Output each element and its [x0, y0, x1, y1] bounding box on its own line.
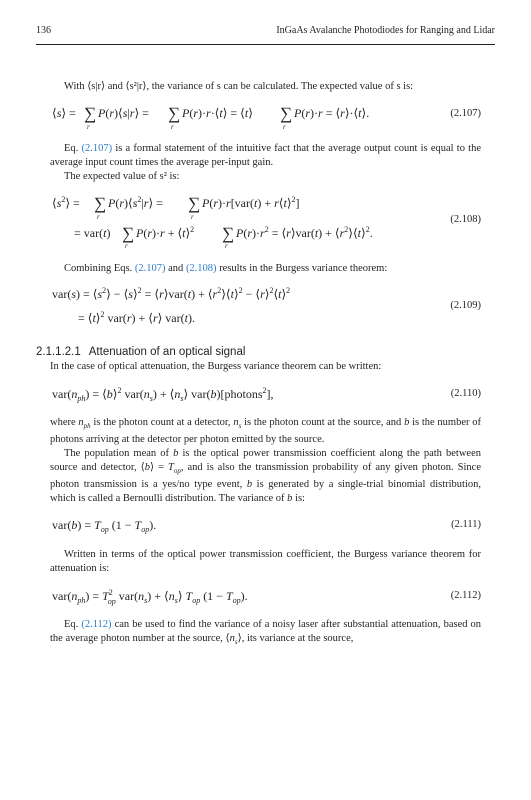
svg-text:r: r	[97, 213, 100, 221]
svg-text:P(r)·r2 = ⟨r⟩var(t) + ⟨r2⟩⟨t⟩2: $P(r)\cdot r^2$ = ⟨r⟩var(t) + $⟨r^2⟩⟨t⟩^2$.	[236, 225, 373, 240]
equation-number-2-110: (2.110)	[450, 388, 481, 399]
equation-number-2-107: (2.107)	[450, 108, 481, 119]
svg-text:= var(t): = var(t)	[74, 226, 111, 240]
equation-2-107-formula	[50, 102, 410, 130]
svg-text:var(s) = ⟨s2⟩ − ⟨s⟩2 = ⟨r⟩var(: $var(s) = ⟨s^2⟩$ − ⟨s⟩$^2$ = ⟨r⟩var(t) + $⟨r^2⟩⟨t⟩^2$ − ⟨r⟩$^2$⟨t⟩$^2$	[52, 286, 291, 301]
svg-text:∑: ∑	[84, 104, 97, 123]
equation-number-2-108: (2.108)	[450, 214, 481, 225]
svg-text:⟨s2⟩ =: $⟨s^2⟩$ =	[52, 195, 80, 210]
equation-number-2-111: (2.111)	[451, 519, 481, 531]
equation-link-2-107[interactable]: (2.107)	[81, 143, 113, 154]
paragraph-2: Eq. (2.107) is a formal statement of the intuitive fact that the average output count is equal to the average input count times the average per-input gain.	[50, 143, 481, 168]
svg-text:= ⟨t⟩2 var(r) + ⟨r⟩ var(t).: = ⟨t⟩$^2$ var(r) + ⟨r⟩ var(t).	[78, 310, 195, 325]
page-body	[36, 80, 482, 649]
section-number: 2.1.1.2.1	[36, 346, 81, 358]
equation-number-2-112: (2.112)	[450, 590, 481, 602]
paragraph-7: The population mean of b is the optical power transmission coefficient along the path between source and detector, ⟨b⟩ = $T_{op}$, and is also the transmission probability of any given photon. Since photon transmission is a yes/no type event, b is generated by a single-trial binomial distribution, which is called a Bernoulli distribution. The variance of b is:	[50, 448, 482, 505]
svg-text:∑: ∑	[222, 224, 235, 243]
svg-text:P(r)⟨s2|r⟩ =: $P(r)⟨s^2|r⟩$ =	[108, 195, 163, 210]
equation-2-112-formula	[50, 584, 410, 608]
svg-text:P(r)·r[var(t) + r⟨t⟩2]: P(r)·r[var(t) + r⟨t⟩$^2$]	[202, 195, 300, 210]
equation-link-2-107[interactable]: (2.107)	[134, 263, 166, 274]
svg-text:∑: ∑	[168, 104, 181, 123]
svg-text:r: r	[191, 213, 194, 221]
running-title: InGaAs Avalanche Photodiodes for Ranging and Lidar	[276, 25, 495, 36]
svg-text:∑: ∑	[280, 104, 293, 123]
svg-text:var(b) = Top (1 − Top).: $var(b) = T_{op}$ $(1 - T_{op})$.	[52, 518, 157, 535]
section-title: Attenuation of an optical signal	[88, 346, 246, 358]
header-rule	[36, 44, 495, 45]
svg-text:∑: ∑	[94, 194, 107, 213]
equation-2-109	[50, 284, 481, 328]
svg-text:r: r	[283, 123, 286, 131]
equation-2-109-formula	[50, 284, 430, 328]
equation-link-2-112[interactable]: (2.112)	[81, 619, 112, 631]
paragraph-9: Eq. (2.112) can be used to find the variance of a noisy laser after substantial attenuation, based on the average photon number at the source, $⟨n_s⟩$, its variance at the source,	[50, 619, 482, 647]
running-header	[36, 24, 495, 38]
svg-text:r: r	[87, 123, 90, 131]
equation-number-2-109: (2.109)	[450, 300, 481, 311]
svg-text:∑: ∑	[122, 224, 135, 243]
equation-2-111	[50, 514, 481, 536]
svg-text:r: r	[225, 242, 228, 250]
svg-text:⟨s⟩ =: ⟨s⟩ =	[52, 106, 76, 120]
paragraph-1: With ⟨s|r⟩ and ⟨s²|r⟩, the variance of s can be calculated. The expected value of s is:	[64, 81, 414, 92]
svg-text:P(r)⟨s|r⟩ =: P(r)⟨s|r⟩ =	[98, 106, 149, 120]
paragraph-6: where $n_{ph}$ is the photon count at a detector, $n_s$ is the photon count at the source, and b is the number of photons arriving at the detector per photon emitted by the source.	[50, 417, 481, 446]
svg-text:var(nph) = ⟨b⟩2 var(ns) + ⟨ns⟩: $var(n_{ph})$ = ⟨b⟩$^2$ $var(n_s)$ + $⟨n_s⟩$ var(b)[photons$^2$],	[52, 386, 274, 403]
svg-text:r: r	[171, 123, 174, 131]
svg-text:var(nph) = T2op var(ns) + ⟨ns⟩: $var(n_{ph}) = T^2$ op $var(n_s)$ + $⟨n_s⟩$ $T_{op}$ $(1 - T_{op})$.	[52, 588, 248, 607]
equation-2-108	[50, 192, 481, 248]
svg-text:P(r)·r + ⟨t⟩2: P(r)·r + ⟨t⟩$^2$	[136, 225, 195, 240]
equation-link-2-108[interactable]: (2.108)	[185, 263, 217, 274]
paragraph-5: In the case of optical attenuation, the Burgess variance theorem can be written:	[50, 361, 382, 372]
section-heading	[36, 344, 481, 360]
paragraph-4: Combining Eqs. (2.107) and (2.108) results in the Burgess variance theorem:	[64, 263, 388, 274]
svg-text:∑: ∑	[188, 194, 201, 213]
equation-2-112	[50, 584, 481, 608]
equation-2-110-formula	[50, 382, 430, 406]
equation-2-111-formula	[50, 514, 350, 536]
svg-text:P(r)·r·⟨t⟩ = ⟨t⟩: P(r)·r·⟨t⟩ = ⟨t⟩	[182, 106, 253, 120]
paragraph-3: The expected value of s² is:	[64, 171, 180, 182]
equation-2-110	[50, 382, 481, 406]
equation-2-107	[50, 102, 481, 130]
paragraph-8: Written in terms of the optical power transmission coefficient, the Burgess variance theorem for attenuation is:	[50, 549, 481, 575]
svg-text:r: r	[125, 242, 128, 250]
svg-text:P(r)·r = ⟨r⟩·⟨t⟩.: P(r)·r = ⟨r⟩·⟨t⟩.	[294, 106, 370, 120]
page-number: 136	[36, 25, 51, 36]
equation-2-108-formula	[50, 192, 430, 248]
